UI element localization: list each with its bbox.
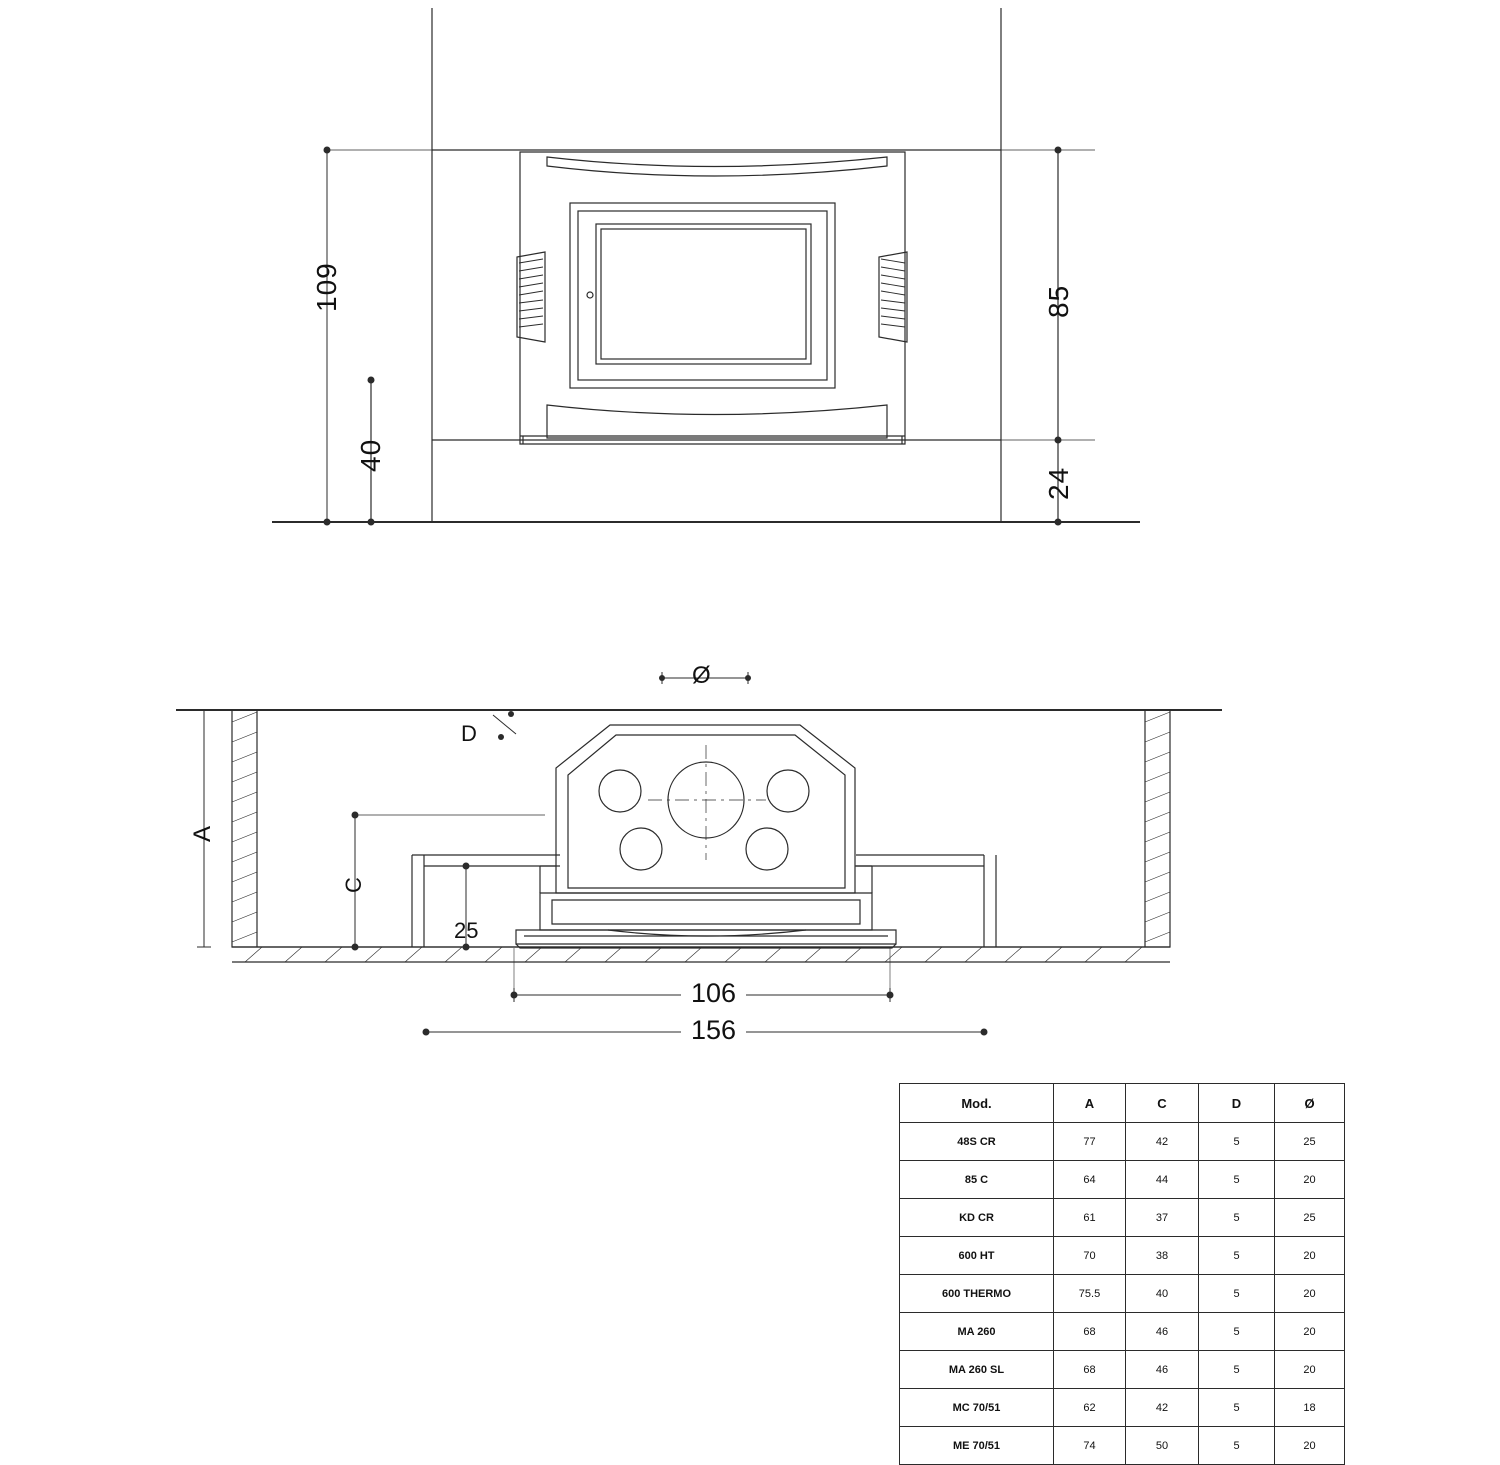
cell-diameter: 20 xyxy=(1275,1275,1345,1313)
header-diameter: Ø xyxy=(1275,1084,1345,1123)
table-row xyxy=(900,1123,1345,1161)
dim-25-base: 25 xyxy=(454,918,479,943)
cell-c: 40 xyxy=(1126,1275,1199,1313)
table-row xyxy=(900,1389,1345,1427)
cell-d: 5 xyxy=(1199,1275,1275,1313)
cell-mod: MA 260 xyxy=(900,1313,1054,1351)
cell-diameter: 25 xyxy=(1275,1199,1345,1237)
cell-c: 42 xyxy=(1126,1389,1199,1427)
table-header-row xyxy=(900,1084,1345,1123)
cell-c: 37 xyxy=(1126,1199,1199,1237)
cell-mod: KD CR xyxy=(900,1199,1054,1237)
cell-diameter: 20 xyxy=(1275,1161,1345,1199)
cell-d: 5 xyxy=(1199,1237,1275,1275)
cell-diameter: 20 xyxy=(1275,1237,1345,1275)
cell-d: 5 xyxy=(1199,1161,1275,1199)
dim-d-clearance: D xyxy=(461,721,477,746)
dim-109-total-height: 109 xyxy=(311,262,342,312)
cell-mod: 85 C xyxy=(900,1161,1054,1199)
table-row xyxy=(900,1161,1345,1199)
cell-a: 62 xyxy=(1054,1389,1126,1427)
cell-mod: ME 70/51 xyxy=(900,1427,1054,1465)
cell-c: 42 xyxy=(1126,1123,1199,1161)
dim-40-base-height: 40 xyxy=(355,438,386,472)
cell-d: 5 xyxy=(1199,1427,1275,1465)
view-front xyxy=(272,8,1140,526)
cell-c: 46 xyxy=(1126,1313,1199,1351)
cell-mod: 600 THERMO xyxy=(900,1275,1054,1313)
dim-flue-diameter: Ø xyxy=(692,662,711,689)
table-row xyxy=(900,1275,1345,1313)
dim-c-height: C xyxy=(341,877,366,893)
cell-d: 5 xyxy=(1199,1351,1275,1389)
cell-a: 61 xyxy=(1054,1199,1126,1237)
table-row xyxy=(900,1313,1345,1351)
table-body xyxy=(900,1123,1345,1465)
header-d: D xyxy=(1199,1084,1275,1123)
cell-a: 70 xyxy=(1054,1237,1126,1275)
specification-table xyxy=(899,1083,1345,1465)
cell-a: 77 xyxy=(1054,1123,1126,1161)
cell-diameter: 25 xyxy=(1275,1123,1345,1161)
dim-106-inner-width: 106 xyxy=(681,978,746,1009)
cell-a: 68 xyxy=(1054,1351,1126,1389)
cell-diameter: 20 xyxy=(1275,1427,1345,1465)
cell-a: 68 xyxy=(1054,1313,1126,1351)
cell-a: 75.5 xyxy=(1054,1275,1126,1313)
table-row xyxy=(900,1199,1345,1237)
table-row xyxy=(900,1427,1345,1465)
header-mod: Mod. xyxy=(900,1084,1054,1123)
cell-a: 74 xyxy=(1054,1427,1126,1465)
cell-mod: 48S CR xyxy=(900,1123,1054,1161)
cell-mod: MA 260 SL xyxy=(900,1351,1054,1389)
cell-d: 5 xyxy=(1199,1123,1275,1161)
cell-diameter: 20 xyxy=(1275,1351,1345,1389)
header-c: C xyxy=(1126,1084,1199,1123)
cell-c: 50 xyxy=(1126,1427,1199,1465)
cell-d: 5 xyxy=(1199,1389,1275,1427)
dim-85-opening-height: 85 xyxy=(1043,284,1074,318)
cell-diameter: 18 xyxy=(1275,1389,1345,1427)
cell-mod: MC 70/51 xyxy=(900,1389,1054,1427)
cell-mod: 600 HT xyxy=(900,1237,1054,1275)
cell-c: 38 xyxy=(1126,1237,1199,1275)
cell-c: 46 xyxy=(1126,1351,1199,1389)
table-row xyxy=(900,1351,1345,1389)
cell-a: 64 xyxy=(1054,1161,1126,1199)
cell-diameter: 20 xyxy=(1275,1313,1345,1351)
header-a: A xyxy=(1054,1084,1126,1123)
cell-d: 5 xyxy=(1199,1313,1275,1351)
cell-c: 44 xyxy=(1126,1161,1199,1199)
table-row xyxy=(900,1237,1345,1275)
dim-a-depth: A xyxy=(189,825,216,842)
dim-24-hearth-height: 24 xyxy=(1043,466,1074,500)
dim-156-outer-width: 156 xyxy=(681,1015,746,1046)
cell-d: 5 xyxy=(1199,1199,1275,1237)
